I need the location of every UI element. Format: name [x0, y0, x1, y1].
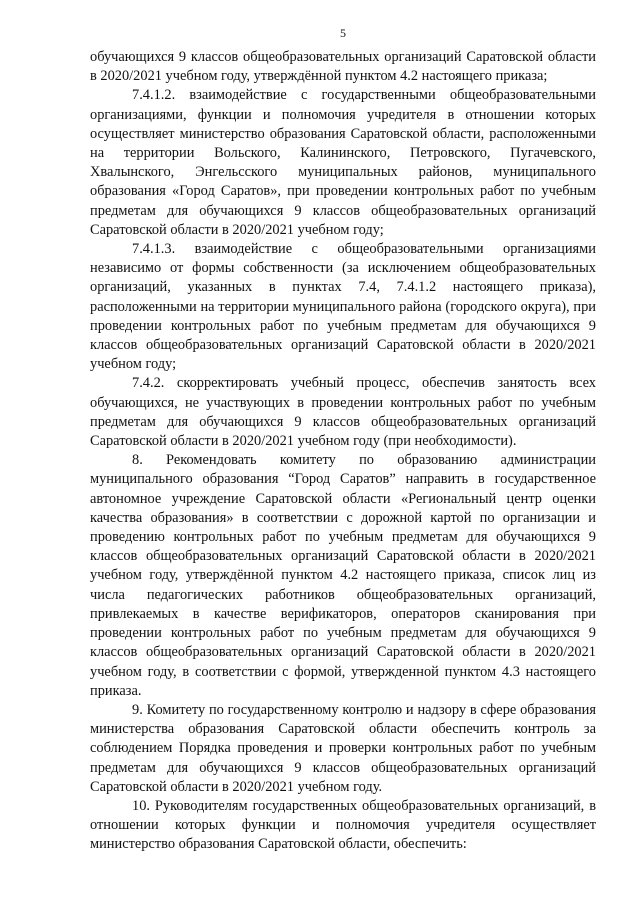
- paragraph-7-4-2: 7.4.2. скорректировать учебный процесс, обеспечив занятость всех обучающихся, не участвующих в проведении контрольных работ по учебным предметам для обучающихся 9 классов общеобразовательных организаций Саратовской области в 2020/2021 учебном году (при необходимости).: [90, 375, 596, 450]
- page-number: 5: [340, 26, 346, 40]
- paragraph-7-4-1-2: 7.4.1.2. взаимодействие с государственными общеобразовательными организациями, функции и полномочия учредителя в отношении которых осуществляет министерство образования Саратовской области, расположенными на территории Вольского, Калининского, Петровского, Пугачевского, Хвалынского, Энгельсского муниципальных районов, муниципального образования «Город Саратов», при проведении контрольных работ по учебным предметам для обучающихся 9 классов общеобразовательных организаций Саратовской области в 2020/2021 учебном году;: [90, 87, 596, 238]
- paragraph-continuation: обучающихся 9 классов общеобразовательных организаций Саратовской области в 2020/2021 учебном году, утверждённой пунктом 4.2 настоящего приказа;: [90, 49, 596, 85]
- paragraph-10: 10. Руководителям государственных общеобразовательных организаций, в отношении которых функции и полномочия учредителя осуществляет министерство образования Саратовской области, обеспечить:: [90, 797, 596, 853]
- paragraph-7-4-1-3: 7.4.1.3. взаимодействие с общеобразовательными организациями независимо от формы собственности (за исключением общеобразовательных организаций, указанных в пунктах 7.4, 7.4.1.2 настоящего приказа), расположенными на территории муниципального района (городского округа), при проведении контрольных работ по учебным предметам для обучающихся 9 классов общеобразовательных организаций Саратовской области в 2020/2021 учебном году;: [90, 241, 596, 373]
- paragraph-8: 8. Рекомендовать комитету по образованию администрации муниципального образования “Город Саратов” направить в государственное автономное учреждение Саратовской области «Региональный центр оценки качества образования» в соответствии с дорожной картой по организации и проведению контрольных работ по учебным предметам для обучающихся 9 классов общеобразовательных организаций Саратовской области в 2020/2021 учебном году, утверждённой пунктом 4.2 настоящего приказа, список лиц из числа педагогических работников общеобразовательных организаций, привлекаемых в качестве верификаторов, операторов сканирования при проведении контрольных работ по учебным предметам для обучающихся 9 классов общеобразовательных организаций Саратовской области в 2020/2021 учебном году, в соответствии с формой, утвержденной пунктом 4.3 настоящего приказа.: [90, 452, 596, 699]
- paragraph-9: 9. Комитету по государственному контролю и надзору в сфере образования министерства образования Саратовской области обеспечить контроль за соблюдением Порядка проведения и проверки контрольных работ по учебным предметам для обучающихся 9 классов общеобразовательных организаций Саратовской области в 2020/2021 учебном году.: [90, 701, 596, 795]
